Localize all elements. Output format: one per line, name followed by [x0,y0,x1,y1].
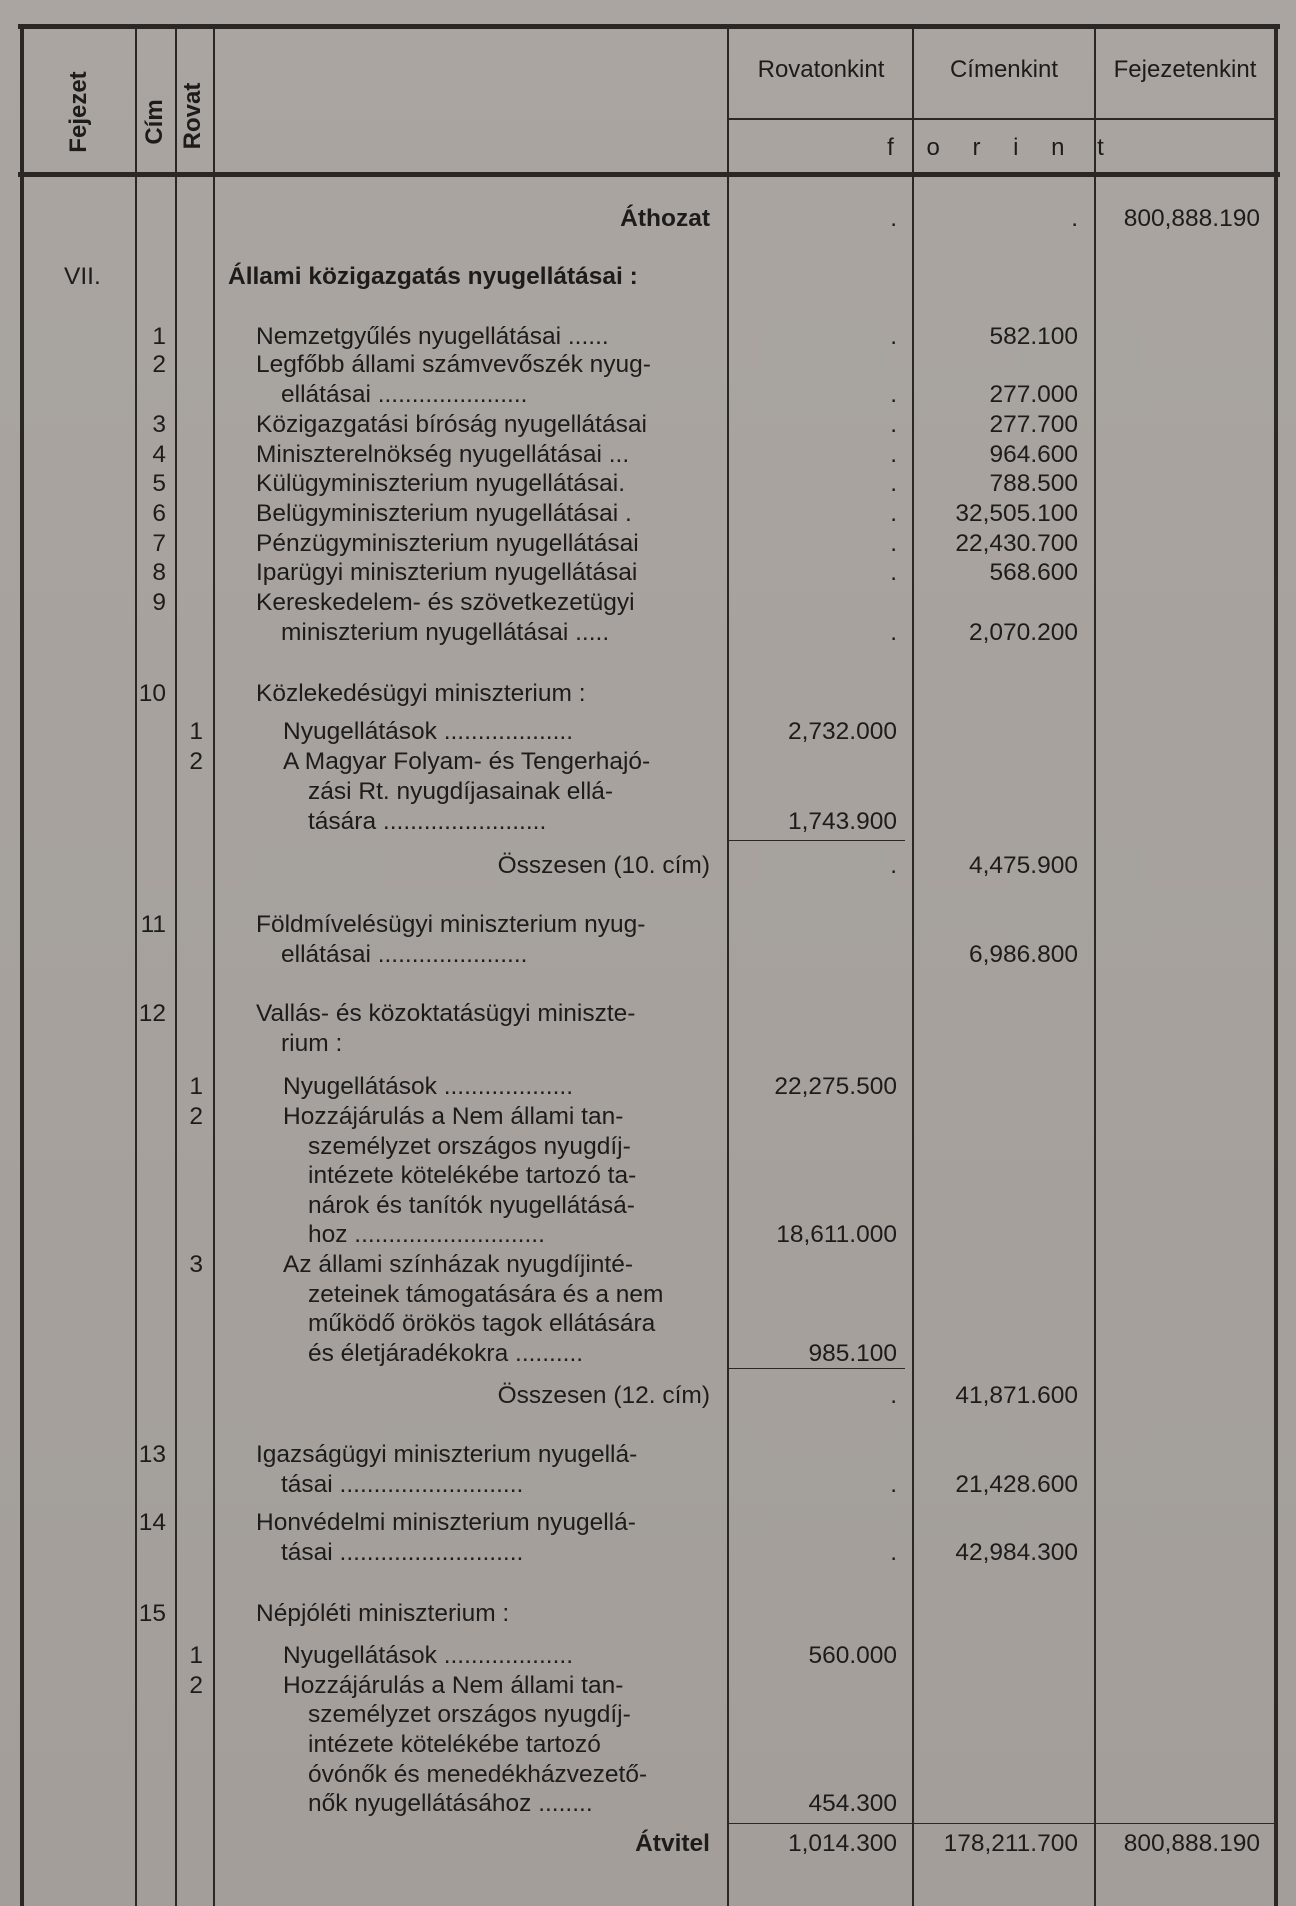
line-description: Az állami színházak nyugdíjinté- [283,1251,633,1278]
line-description: zási Rt. nyugdíjasainak ellá- [308,778,614,805]
line-description: Pénzügyminiszterium nyugellátásai [256,530,639,557]
amount-rovatonkint: . [890,1471,897,1498]
amount-rovatonkint: . [890,619,897,646]
line-description: Igazságügyi miniszterium nyugellá- [256,1441,638,1468]
line-description: Hozzájárulás a Nem állami tan- [283,1103,624,1130]
title-number: 3 [152,411,166,438]
carry-rule [727,1823,1277,1824]
line-description: óvónők és menedékházvezető- [308,1761,648,1788]
amount-rovatonkint: . [890,470,897,497]
header-unit: f o r i n t [887,134,1117,161]
line-description: és életjáradékokra .......... [308,1340,584,1367]
line-description: zeteinek támogatására és a nem [308,1281,664,1308]
subtotal-rule-10 [727,840,905,841]
line-description: intézete kötelékébe tartozó [308,1731,601,1758]
line-description: Nyugellátások ................... [283,1642,574,1669]
amount-cimenkint: 568.600 [989,559,1078,586]
line-description: Nyugellátások ................... [283,718,574,745]
text-rule [727,26,729,1906]
amount-cimenkint: 2,070.200 [969,619,1078,646]
line-description: Legfőbb állami számvevőszék nyug- [256,351,651,378]
line-description: tására ........................ [308,808,547,835]
title-number: 10 [138,680,166,707]
amount-cimenkint: 6,986.800 [969,941,1078,968]
title-number: 6 [152,500,166,527]
line-description: tásai ........................... [281,1471,524,1498]
amount-cimenkint: 277.700 [989,411,1078,438]
line-description: intézete kötelékébe tartozó ta- [308,1162,637,1189]
title-number: 15 [138,1600,166,1627]
title-number: 12 [138,1000,166,1027]
line-description: Népjóléti miniszterium : [256,1600,510,1627]
amount-fejezetenkint: 800,888.190 [1123,205,1260,232]
amount-cimenkint: 178,211.700 [943,1830,1078,1857]
header-rovat: Rovat [179,82,206,150]
amount-cimenkint: 964.600 [989,441,1078,468]
title-number: 7 [152,530,166,557]
carry-forward-label: Átvitel [635,1830,710,1857]
subtotal-label: Összesen (10. cím) [497,852,710,879]
amount-rovatonkint: . [890,323,897,350]
amount-rovatonkint: . [890,852,897,879]
line-description: Külügyminiszterium nyugellátásai. [256,470,626,497]
line-description: Vallás- és közoktatásügyi miniszte- [256,1000,636,1027]
line-description: miniszterium nyugellátásai ..... [281,619,610,646]
item-number: 3 [189,1251,203,1278]
title-number: 14 [138,1509,166,1536]
amount-rovatonkint: 1,014.300 [788,1830,897,1857]
line-description: Belügyminiszterium nyugellátásai . [256,500,632,527]
cim-rule [175,26,177,1906]
line-description: Nemzetgyűlés nyugellátásai ...... [256,323,609,350]
amount-rovatonkint: . [890,1539,897,1566]
amount-rovatonkint: . [890,441,897,468]
line-description: ellátásai ...................... [281,941,528,968]
line-description: Földmívelésügyi miniszterium nyug- [256,911,646,938]
header-fejezet: Fejezet [65,71,92,153]
item-number: 1 [189,718,203,745]
line-description: Hozzájárulás a Nem állami tan- [283,1672,624,1699]
line-description: Nyugellátások ................... [283,1073,574,1100]
chapter-number: VII. [64,263,101,290]
unit-rule [727,118,1277,120]
item-number: 1 [189,1073,203,1100]
chapter-title: Állami közigazgatás nyugellátásai : [228,263,638,290]
subtotal-label: Összesen (12. cím) [497,1382,710,1409]
amount-cimenkint: 582.100 [989,323,1078,350]
header-cimenkint: Címenkint [949,56,1059,83]
amount-cimenkint: 22,430.700 [955,530,1078,557]
amount-rovatonkint: 18,611.000 [776,1221,897,1248]
amount-cimenkint: 32,505.100 [955,500,1078,527]
amount-cimenkint: 42,984.300 [955,1539,1078,1566]
item-number: 2 [189,1103,203,1130]
right-border [1274,26,1278,1906]
amount-rovatonkint: . [890,381,897,408]
line-description: Miniszterelnökség nyugellátásai ... [256,441,630,468]
line-description: Iparügyi miniszterium nyugellátásai [256,559,638,586]
amount-rovatonkint: 454.300 [808,1790,897,1817]
title-number: 2 [152,351,166,378]
title-number: 5 [152,470,166,497]
brought-forward-label: Áthozat [620,205,710,232]
title-number: 13 [138,1441,166,1468]
item-number: 2 [189,748,203,775]
header-rovatonkint: Rovatonkint [757,56,885,83]
amount-rovatonkint: . [890,530,897,557]
rovat-rule [213,26,215,1906]
line-description: tásai ........................... [281,1539,524,1566]
title-number: 11 [140,911,166,938]
amount-rovatonkint: 560.000 [808,1642,897,1669]
top-rule [18,24,1280,29]
amount-rovatonkint: . [890,500,897,527]
header-cim: Cím [141,99,168,145]
title-number: 1 [152,323,166,350]
header-bottom-rule [18,172,1280,177]
line-description: hoz ............................ [308,1221,545,1248]
title-number: 4 [152,441,166,468]
amount-rovatonkint: . [890,1382,897,1409]
line-description: Kereskedelem- és szövetkezetügyi [256,589,635,616]
line-description: Közigazgatási bíróság nyugellátásai [256,411,647,438]
amount-rovatonkint: 985.100 [808,1340,897,1367]
line-description: személyzet országos nyugdíj- [308,1133,631,1160]
line-description: Honvédelmi miniszterium nyugellá- [256,1509,636,1536]
cimenkint-rule [1094,26,1096,1906]
amount-cimenkint: . [1071,205,1078,232]
amount-cimenkint: 4,475.900 [969,852,1078,879]
line-description: rium : [281,1030,343,1057]
amount-rovatonkint: 2,732.000 [788,718,897,745]
amount-fejezetenkint: 800,888.190 [1123,1830,1260,1857]
amount-cimenkint: 21,428.600 [955,1471,1078,1498]
item-number: 2 [189,1672,203,1699]
amount-cimenkint: 41,871.600 [955,1382,1078,1409]
left-border [20,26,24,1906]
line-description: Közlekedésügyi miniszterium : [256,680,586,707]
header-fejezetenkint: Fejezetenkint [1113,56,1257,83]
amount-cimenkint: 788.500 [989,470,1078,497]
amount-rovatonkint: 1,743.900 [788,808,897,835]
amount-rovatonkint: 22,275.500 [774,1073,897,1100]
line-description: ellátásai ...................... [281,381,528,408]
amount-rovatonkint: . [890,205,897,232]
line-description: nők nyugellátásához ........ [308,1790,593,1817]
line-description: nárok és tanítók nyugellátásá- [308,1192,635,1219]
item-number: 1 [189,1642,203,1669]
line-description: A Magyar Folyam- és Tengerhajó- [283,748,651,775]
title-number: 9 [152,589,166,616]
line-description: működő örökös tagok ellátására [308,1310,656,1337]
amount-cimenkint: 277.000 [989,381,1078,408]
amount-rovatonkint: . [890,411,897,438]
amount-rovatonkint: . [890,559,897,586]
title-number: 8 [152,559,166,586]
line-description: személyzet országos nyugdíj- [308,1701,631,1728]
